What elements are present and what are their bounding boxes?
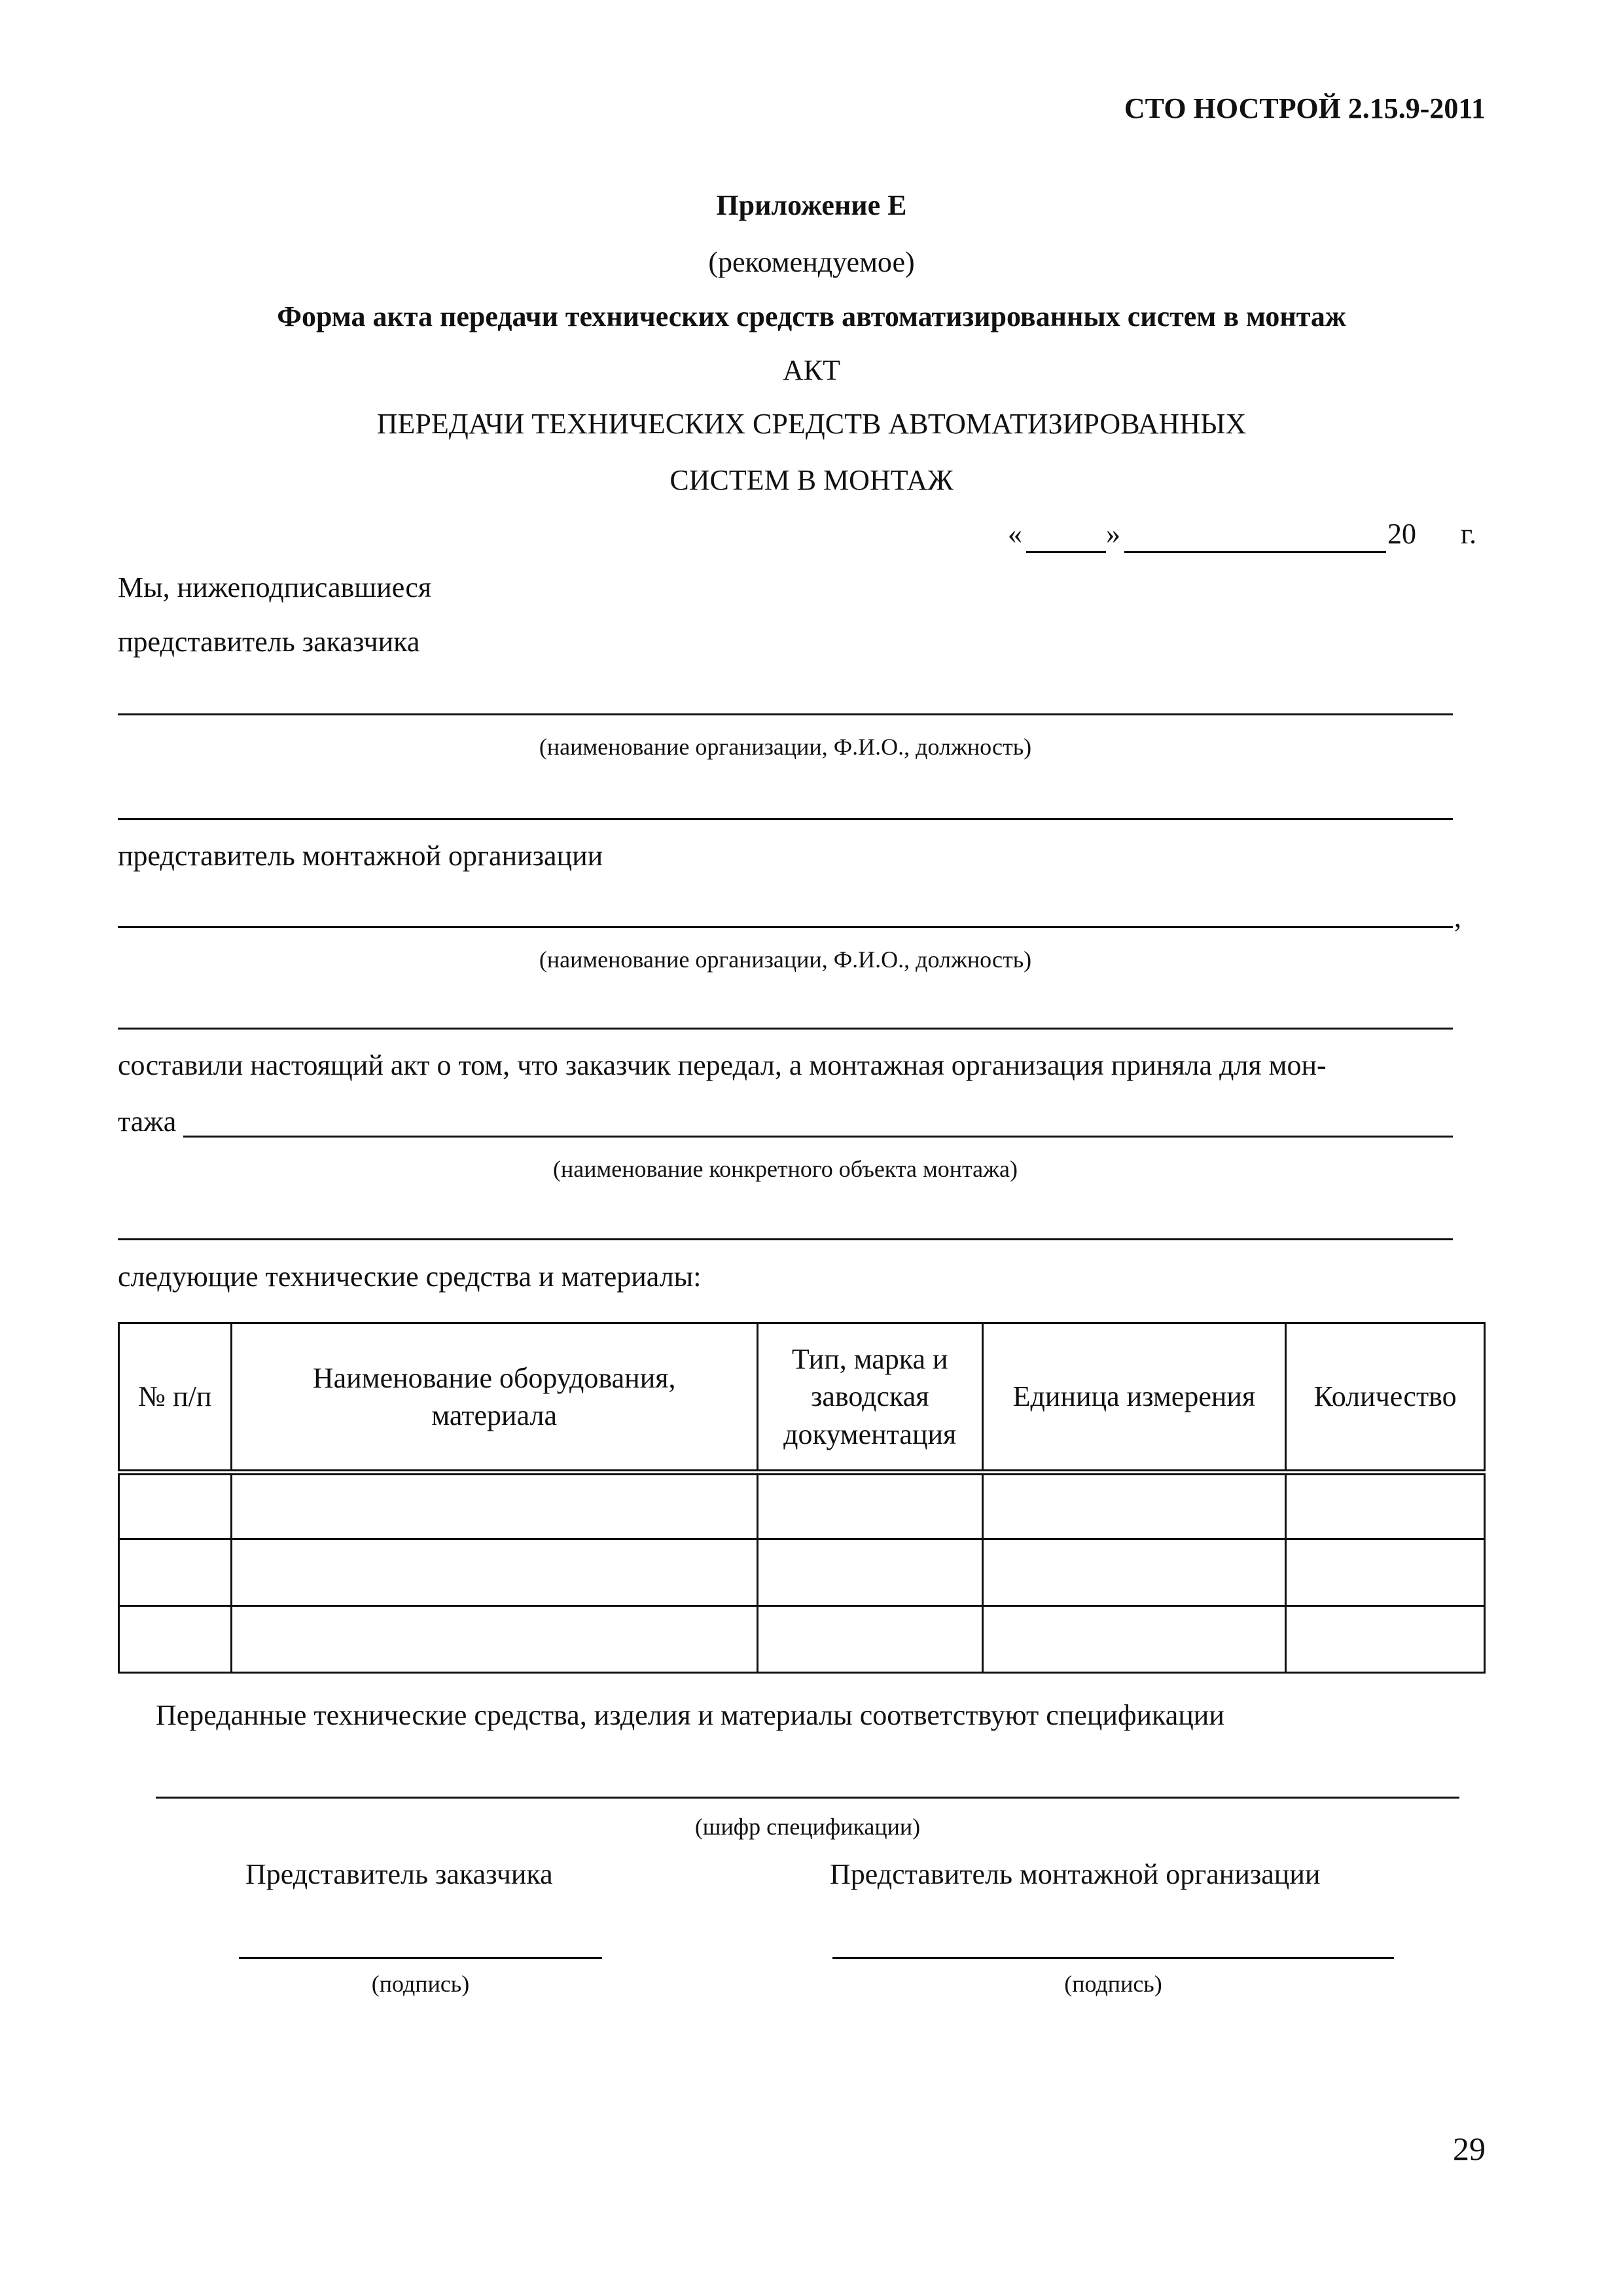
table-cell[interactable] xyxy=(982,1473,1286,1539)
installer-org-comma: , xyxy=(1454,901,1461,933)
column-header-number: № п/п xyxy=(119,1323,232,1473)
we-undersigned-text: Мы, нижеподписавшиеся xyxy=(118,571,432,603)
table-header-row xyxy=(119,1323,1485,1473)
table-cell[interactable] xyxy=(1286,1473,1485,1539)
table-cell[interactable] xyxy=(982,1539,1286,1606)
installer-org-field-2[interactable] xyxy=(118,1028,1453,1030)
date-open-quote: « xyxy=(1008,518,1022,550)
date-day-field[interactable] xyxy=(1026,551,1106,553)
document-code: СТО НОСТРОЙ 2.15.9-2011 xyxy=(1124,92,1486,124)
installation-object-caption: (наименование конкретного объекта монтажа) xyxy=(552,1156,1018,1182)
table-cell[interactable] xyxy=(231,1473,757,1539)
table-cell[interactable] xyxy=(757,1606,982,1673)
installer-signature-label: Представитель монтажной организации xyxy=(830,1858,1321,1890)
installer-rep-label: представитель монтажной организации xyxy=(118,840,603,872)
table-row xyxy=(119,1606,1485,1673)
installer-signature-caption: (подпись) xyxy=(1064,1971,1162,1997)
date-year-suffix: г. xyxy=(1461,518,1477,550)
table-cell[interactable] xyxy=(119,1606,232,1673)
table-cell[interactable] xyxy=(757,1473,982,1539)
specification-code-field[interactable] xyxy=(156,1797,1459,1799)
date-month-field[interactable] xyxy=(1124,551,1386,553)
act-statement-continuation: тажа xyxy=(118,1105,177,1138)
column-header-unit: Единица измерения xyxy=(982,1323,1286,1473)
table-row xyxy=(119,1539,1485,1606)
installer-signature-field[interactable] xyxy=(832,1957,1394,1959)
installation-object-field-2[interactable] xyxy=(118,1238,1453,1240)
customer-signature-field[interactable] xyxy=(239,1957,602,1959)
table-cell[interactable] xyxy=(982,1606,1286,1673)
customer-org-field[interactable] xyxy=(118,713,1453,715)
act-title: АКТ xyxy=(783,354,840,386)
appendix-title: Приложение Е xyxy=(716,189,907,221)
table-cell[interactable] xyxy=(1286,1539,1485,1606)
table-cell[interactable] xyxy=(231,1606,757,1673)
table-cell[interactable] xyxy=(119,1539,232,1606)
customer-org-caption: (наименование организации, Ф.И.О., должность) xyxy=(539,734,1032,760)
form-title: Форма акта передачи технических средств автоматизированных систем в монтаж xyxy=(277,300,1346,332)
page-number: 29 xyxy=(1453,2130,1486,2167)
specification-code-caption: (шифр спецификации) xyxy=(694,1814,921,1840)
table-cell[interactable] xyxy=(1286,1606,1485,1673)
appendix-subtitle: (рекомендуемое) xyxy=(708,246,915,278)
date-close-quote: » xyxy=(1106,518,1120,550)
installer-org-caption: (наименование организации, Ф.И.О., должность) xyxy=(539,946,1032,973)
installer-org-field[interactable] xyxy=(118,926,1453,928)
equipment-table xyxy=(118,1322,1486,1674)
column-header-quantity: Количество xyxy=(1286,1323,1485,1473)
installation-object-field[interactable] xyxy=(183,1136,1453,1138)
column-header-type: Тип, марка и заводская документация xyxy=(757,1323,982,1473)
following-items-text: следующие технические средства и материалы: xyxy=(118,1261,702,1293)
column-header-name: Наименование оборудования, материала xyxy=(231,1323,757,1473)
conformity-statement: Переданные технические средства, изделия и материалы соответствуют спецификации xyxy=(156,1699,1224,1731)
table-cell[interactable] xyxy=(757,1539,982,1606)
date-year-prefix: 20 xyxy=(1387,518,1416,550)
act-title-line-1: ПЕРЕДАЧИ ТЕХНИЧЕСКИХ СРЕДСТВ АВТОМАТИЗИРОВАННЫХ xyxy=(376,408,1247,440)
customer-signature-label: Представитель заказчика xyxy=(245,1858,553,1890)
table-cell[interactable] xyxy=(231,1539,757,1606)
customer-org-field-2[interactable] xyxy=(118,818,1453,820)
table-cell[interactable] xyxy=(119,1473,232,1539)
act-title-line-2: СИСТЕМ В МОНТАЖ xyxy=(669,464,954,496)
customer-rep-label: представитель заказчика xyxy=(118,626,420,658)
act-statement: составили настоящий акт о том, что заказчик передал, а монтажная организация приняла для мон- xyxy=(118,1049,1327,1081)
table-row xyxy=(119,1473,1485,1539)
customer-signature-caption: (подпись) xyxy=(371,1971,470,1997)
